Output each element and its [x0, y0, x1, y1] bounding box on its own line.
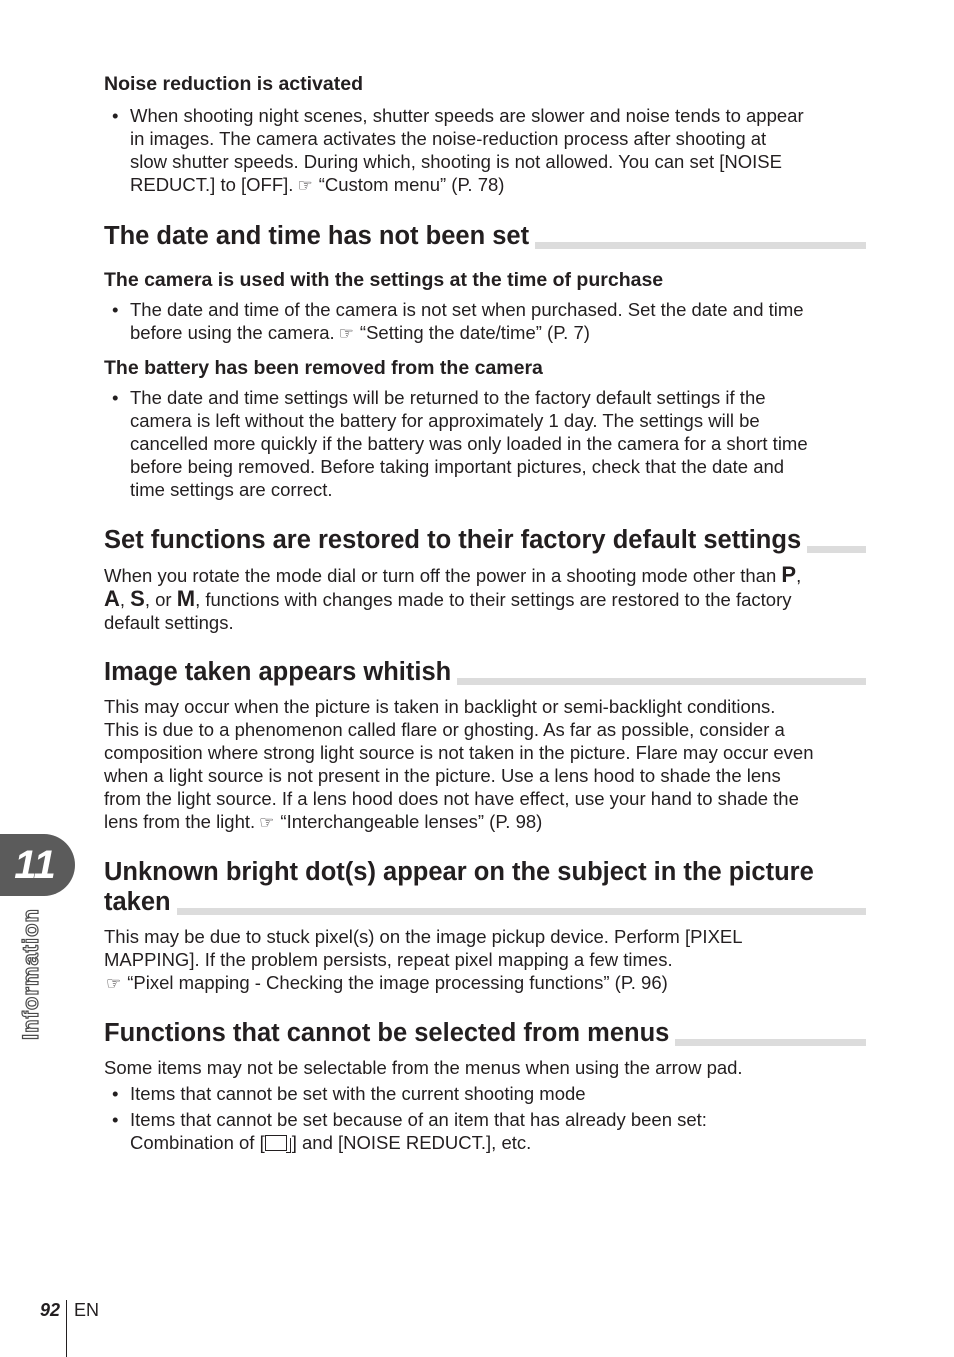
bullet-menus-2 [104, 1108, 866, 1154]
subhead-battery: The battery has been removed from the camera [104, 357, 543, 379]
paragraph-menus-intro: Some items may not be selectable from the menus when using the arrow pad. [104, 1057, 743, 1078]
text-line: before using the camera. ☞ “Setting the date/time” (P. 7) [130, 322, 590, 343]
bullet-purchase [104, 298, 866, 345]
reference-icon: ☞ [297, 176, 313, 195]
text-line: This is due to a phenomenon called flare or ghosting. As far as possible, consider a [104, 719, 785, 740]
reference-text: “Custom menu” (P. 78) [318, 174, 505, 195]
footer-divider [66, 1300, 67, 1357]
text-line: This may be due to stuck pixel(s) on the image pickup device. Perform [PIXEL [104, 926, 743, 947]
paragraph-whitish [104, 695, 866, 834]
heading-whitish: Image taken appears whitish [104, 657, 866, 687]
text-line [104, 971, 866, 995]
bullet-noise [104, 104, 866, 197]
chapter-label: Information [18, 908, 43, 1040]
bullet-menus-1 [104, 1082, 866, 1105]
subhead-purchase: The camera is used with the settings at the time of purchase [104, 269, 664, 291]
heading-bright-dots: Unknown bright dot(s) appear on the subject in the picture taken [104, 857, 866, 917]
text-line: time settings are correct. [130, 479, 333, 500]
text-line: Items that cannot be set with the current shooting mode [130, 1083, 586, 1104]
text-line: before being removed. Before taking important pictures, check that the date and [130, 456, 785, 477]
reference-icon: ☞ [106, 974, 122, 993]
text-line: REDUCT.] to [OFF]. ☞ “Custom menu” (P. 78) [130, 174, 505, 195]
paragraph-factory [104, 563, 866, 634]
page-number: 92 [40, 1300, 61, 1320]
text-line: This may occur when the picture is taken in backlight or semi-backlight conditions. [104, 696, 776, 717]
text-line: in images. The camera activates the noise-reduction process after shooting at [130, 128, 767, 149]
text-line: When you rotate the mode dial or turn off the power in a shooting mode other than P, [104, 562, 802, 587]
text-line: Items that cannot be set because of an item that has already been set: [130, 1109, 707, 1130]
subhead-noise: Noise reduction is activated [104, 73, 363, 95]
paragraph-dots [104, 925, 866, 995]
reference-text: “Interchangeable lenses” (P. 98) [280, 811, 543, 832]
text-line: slow shutter speeds. During which, shooting is not allowed. You can set [NOISE [130, 151, 782, 172]
reference-icon: ☞ [338, 324, 354, 343]
bullet-dot: • [112, 1109, 119, 1130]
reference-text: “Setting the date/time” (P. 7) [359, 322, 590, 343]
heading-menus: Functions that cannot be selected from menus [104, 1018, 866, 1048]
mode-s-icon: S [130, 586, 145, 611]
bullet-dot: • [112, 1083, 119, 1104]
text-line: from the light source. If a lens hood does not have effect, use your hand to shade the [104, 788, 799, 809]
text-line: A, S, or M, functions with changes made to their settings are restored to the factory [104, 586, 792, 611]
mode-a-icon: A [104, 586, 120, 611]
bullet-dot: • [112, 105, 119, 126]
text-line: cancelled more quickly if the battery was only loaded in the camera for a short time [130, 433, 808, 454]
reference-text: “Pixel mapping - Checking the image processing functions” (P. 96) [127, 972, 668, 993]
reference-icon: ☞ [259, 813, 275, 832]
bullet-dot: • [112, 387, 119, 408]
heading-date-time: The date and time has not been set [104, 221, 866, 251]
text-line: The date and time settings will be returned to the factory default settings if the [130, 387, 766, 408]
mode-m-icon: M [176, 586, 196, 611]
chapter-number: 11 [14, 843, 56, 887]
text-line: default settings. [104, 612, 234, 633]
text-line: when a light source is not present in the picture. Use a lens hood to shade the lens [104, 765, 781, 786]
language-code: EN [74, 1300, 100, 1320]
text-line: When shooting night scenes, shutter speeds are slower and noise tends to appear [130, 105, 804, 126]
text-line: lens from the light. ☞ “Interchangeable lenses” (P. 98) [104, 811, 543, 832]
mode-p-icon: P [781, 562, 797, 587]
text-line: camera is left without the battery for approximately 1 day. The settings will be [130, 410, 760, 431]
sequential-shooting-icon [265, 1135, 287, 1151]
text-line: MAPPING]. If the problem persists, repeat pixel mapping a few times. [104, 949, 673, 970]
text-line: Combination of [ ] and [NOISE REDUCT.], etc. [130, 1132, 532, 1153]
bullet-battery [104, 386, 866, 501]
text-line: composition where strong light source is not taken in the picture. Flare may occur even [104, 742, 814, 763]
text-line: The date and time of the camera is not set when purchased. Set the date and time [130, 299, 804, 320]
bullet-dot: • [112, 299, 119, 320]
heading-factory-defaults: Set functions are restored to their factory default settings [104, 525, 866, 555]
heading-rule [104, 908, 866, 915]
page-content [104, 72, 866, 1154]
